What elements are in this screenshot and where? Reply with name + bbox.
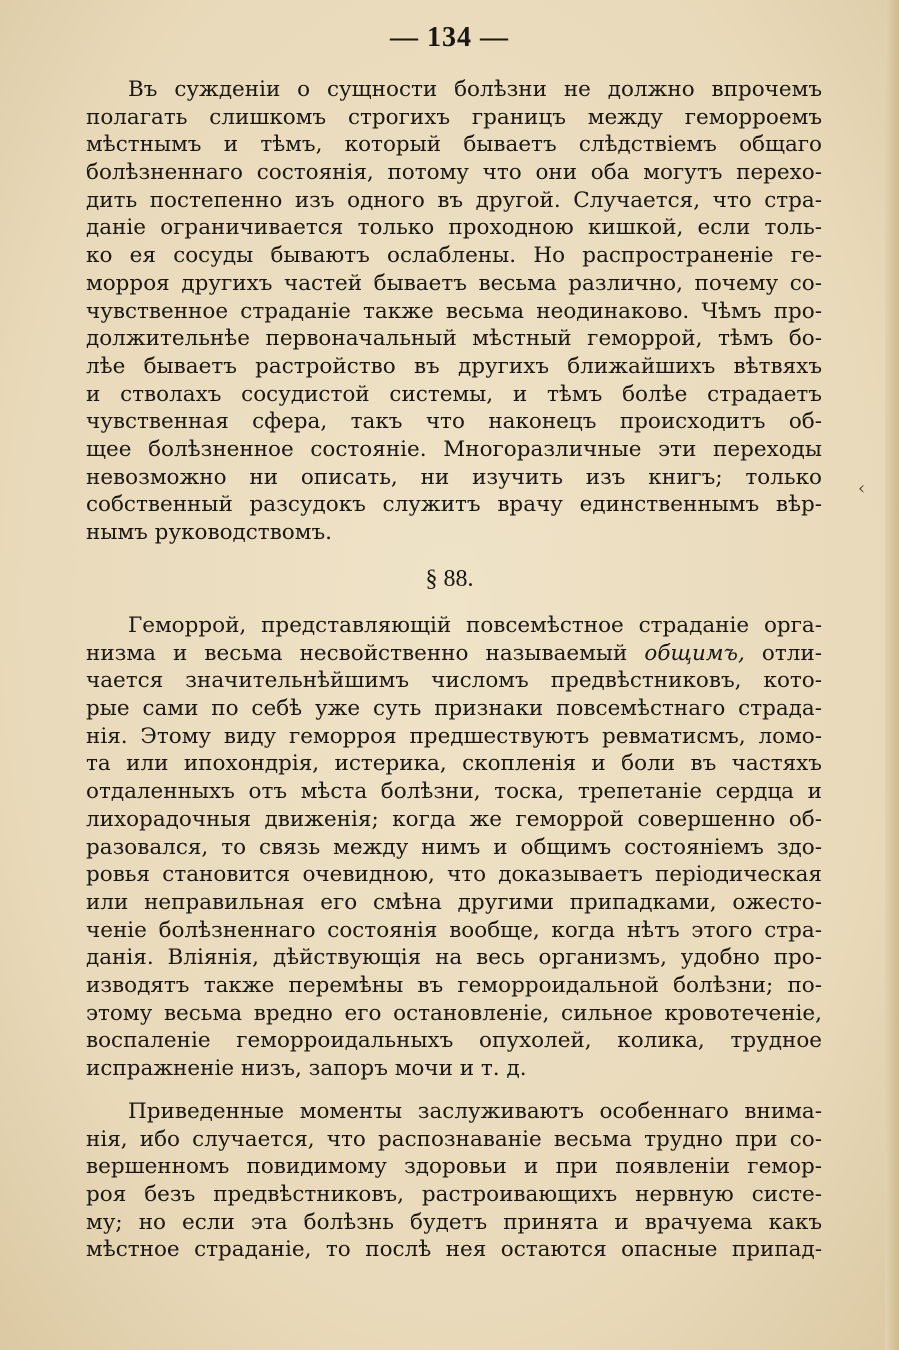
text-line: ко ея сосуды бываютъ ослаблены. Но распространеніе ге-	[86, 243, 822, 269]
text-run: отли-	[761, 640, 822, 666]
text-line: разовался, то связь между нимъ и общимъ состояніемъ здо-	[86, 834, 822, 860]
text-line: ченіе болѣзненнаго состоянія вообще, когда нѣтъ этого стра-	[86, 917, 822, 943]
text-line: воспаленіе геморроидальныхъ опухолей, колика, трудное	[86, 1028, 822, 1054]
text-line: му; но если эта болѣзнь будетъ принята и врачуема какъ	[86, 1209, 822, 1235]
italic-term: общимъ,	[644, 640, 745, 666]
text-line: невозможно ни описать, ни изучить изъ книгъ; только	[86, 464, 822, 490]
text-line: нія. Этому виду геморроя предшествуютъ ревматисмъ, ломо-	[86, 723, 822, 749]
text-line: рые сами по себѣ уже суть признаки повсемѣстнаго страда-	[86, 696, 822, 722]
text-line: чувственное страданіе также весьма неодинаково. Чѣмъ про-	[86, 298, 822, 324]
text-line-with-italic	[86, 640, 822, 668]
text-line: данія. Вліянія, дѣйствующія на весь организмъ, удобно про-	[86, 945, 822, 971]
text-line: болѣзненнаго состоянія, потому что они оба могутъ перехо-	[86, 160, 822, 186]
text-line: вершенномъ повидимому здоровьи и при появленіи гемор-	[86, 1154, 822, 1180]
text-line: морроя другихъ частей бываетъ весьма различно, почему со-	[86, 270, 822, 296]
page-edge	[885, 0, 899, 1350]
text-line: лѣе бываетъ растройство въ другихъ ближайшихъ вѣтвяхъ	[86, 353, 822, 379]
text-line: дить постепенно изъ одного въ другой. Случается, что стра-	[86, 187, 822, 213]
text-run: низма и весьма несвойственно называемый	[86, 640, 628, 666]
text-line: щее болѣзненное состояніе. Многоразличные эти переходы	[86, 436, 822, 462]
text-line: та или ипохондрія, истерика, скопленія и боли въ частяхъ	[86, 751, 822, 777]
page-number: — 134 —	[390, 22, 509, 53]
text-line: испражненіе низъ, запоръ мочи и т. д.	[86, 1056, 527, 1081]
paragraph-2	[86, 612, 822, 1083]
text-line: изводятъ также перемѣны въ геморроидальной болѣзни; по-	[86, 972, 822, 998]
text-line: ровья становится очевидною, что доказываетъ періодическая	[86, 862, 822, 888]
text-line: Геморрой, представляющій повсемѣстное страданіе орга-	[128, 613, 822, 638]
text-line: Приведенные моменты заслуживаютъ особеннаго внима-	[128, 1099, 822, 1124]
text-line: мѣстное страданіе, то послѣ нея остаются опасные припад-	[86, 1237, 822, 1263]
text-line: этому весьма вредно его остановленіе, сильное кровотеченіе,	[86, 1000, 822, 1026]
text-line: Въ сужденіи о сущности болѣзни не должно впрочемъ	[128, 77, 822, 102]
text-line: нія, ибо случается, что распознаваніе весьма трудно при со-	[86, 1126, 822, 1152]
text-line: даніе ограничивается только проходною кишкой, если толь-	[86, 215, 822, 241]
section-heading: § 88.	[425, 566, 474, 592]
text-line: или неправильная его смѣна другими припадками, ожесто-	[86, 889, 822, 915]
text-line: и стволахъ сосудистой системы, и тѣмъ болѣе страдаетъ	[86, 381, 822, 407]
text-line: отдаленныхъ отъ мѣста болѣзни, тоска, трепетаніе сердца и	[86, 779, 822, 805]
paragraph-1	[86, 76, 822, 547]
margin-mark: ‹	[858, 478, 866, 499]
text-line: чается значительнѣйшимъ числомъ предвѣстниковъ, кото-	[86, 668, 822, 694]
paragraph-3	[86, 1098, 822, 1264]
text-line: собственный разсудокъ служитъ врачу единственнымъ вѣр-	[86, 492, 822, 518]
text-line: полагать слишкомъ строгихъ границъ между геморроемъ	[86, 104, 822, 130]
text-line: нымъ руководствомъ.	[86, 520, 332, 545]
text-line: роя безъ предвѣстниковъ, растроивающихъ нервную систе-	[86, 1182, 822, 1208]
text-line: должительнѣе первоначальный мѣстный геморрой, тѣмъ бо-	[86, 326, 822, 352]
text-line: чувственная сфера, такъ что наконецъ происходитъ об-	[86, 409, 822, 435]
text-line: лихорадочныя движенія; когда же геморрой совершенно об-	[86, 806, 822, 832]
text-line: мѣстнымъ и тѣмъ, который бываетъ слѣдствіемъ общаго	[86, 132, 822, 158]
